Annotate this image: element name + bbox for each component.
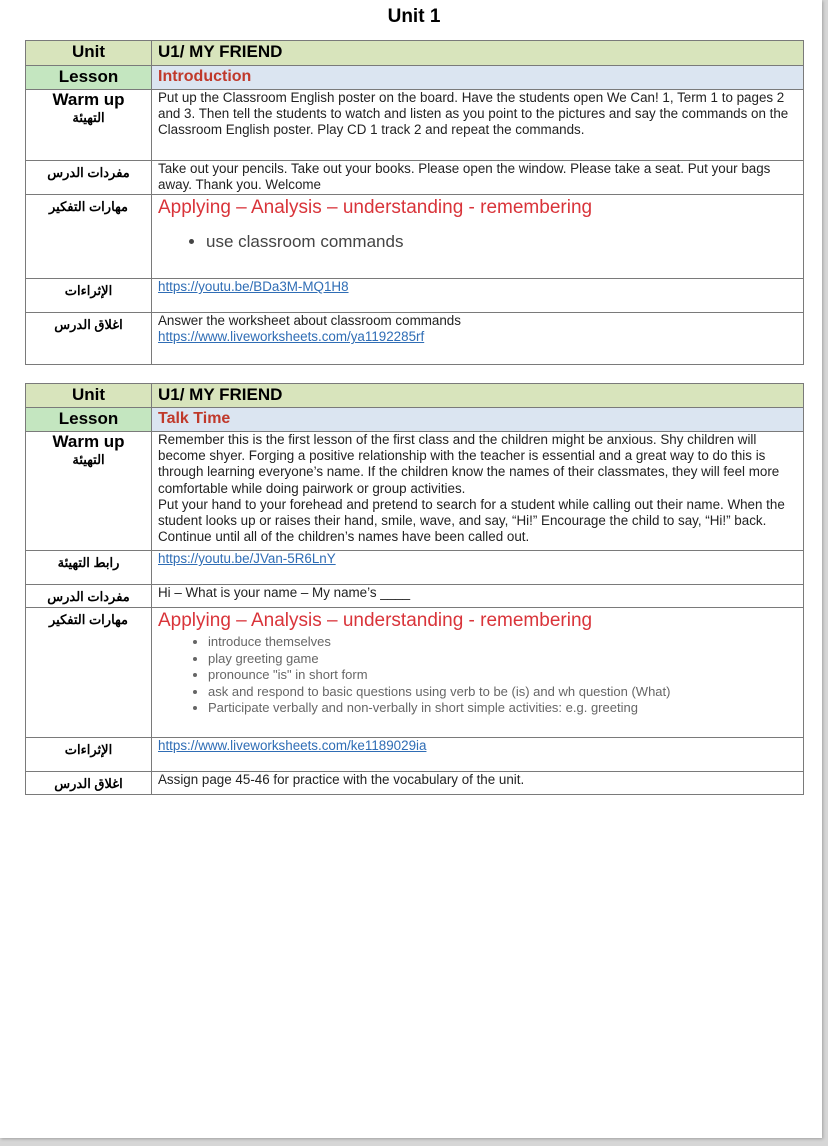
unit-row [26,41,804,66]
vocab-row [26,161,804,195]
enrichment-row [26,279,804,313]
warmup-paragraph-1: Remember this is the first lesson of the first class and the children might be anxious. Shy children will become shyer. Forging a positive relationship with the teacher is essential and a great way to do this is through learning everyone’s name. If the children know the names of their classmates, they will feel more comfortable while doing pairwork or group activities. [158,432,780,496]
lesson-plan-table-2 [25,383,804,795]
vocab-text: Hi – What is your name – My name’s ____ [152,585,804,608]
vocab-row [26,585,804,608]
skills-title: Applying – Analysis – understanding - remembering [158,197,593,218]
skills-item: • Participate verbally and non-verbally in short simple activities: e.g. greeting [208,700,797,717]
lesson-label: Lesson [26,66,152,90]
warmup-label [26,432,152,551]
warmup-label-en: Warm up [52,432,125,451]
closing-link[interactable]: https://www.liveworksheets.com/ya1192285rf [158,329,425,345]
skills-row [26,195,804,279]
warmup-paragraph-2: Put your hand to your forehead and pretend to search for a student while calling out their name. When the student looks up or raises their hand, smile, wave, and say, “Hi!” Encourage the child to say, “Hi!” back. Continue until all of the children’s names have been called out. [158,496,785,545]
unit-label: Unit [26,384,152,408]
closing-text: Answer the worksheet about classroom commands [158,313,461,328]
skills-label: مهارات التفكير [26,608,152,738]
skills-list [158,231,797,253]
enrichment-link[interactable]: https://youtu.be/BDa3M-MQ1H8 [158,279,349,294]
skills-row [26,608,804,738]
vocab-text: Take out your pencils. Take out your books. Please open the window. Please take a seat. Put your bags away. Thank you. Welcome [152,161,804,195]
unit-value: U1/ MY FRIEND [152,41,804,66]
warmup-link-label: رابط التهيئة [26,551,152,585]
warmup-label-ar: التهيئة [72,452,105,467]
closing-row [26,313,804,365]
closing-text: Assign page 45-46 for practice with the vocabulary of the unit. [152,772,804,795]
skills-cell [152,195,804,279]
lesson-value: Talk Time [152,408,804,432]
warmup-label [26,90,152,161]
skills-cell [152,608,804,738]
skills-item: • pronounce "is" in short form [208,667,797,684]
skills-list [158,634,797,717]
skills-label: مهارات التفكير [26,195,152,279]
vocab-label: مفردات الدرس [26,161,152,195]
skills-title: Applying – Analysis – understanding - remembering [158,610,593,631]
lesson-label: Lesson [26,408,152,432]
warmup-link[interactable]: https://youtu.be/JVan-5R6LnY [158,551,336,566]
warmup-text [152,432,804,551]
skills-item: • ask and respond to basic questions using verb to be (is) and wh question (What) [208,684,797,701]
enrichment-label: الإثراءات [26,738,152,772]
warmup-link-row [26,551,804,585]
unit-label: Unit [26,41,152,66]
enrichment-label: الإثراءات [26,279,152,313]
lesson-row [26,66,804,90]
unit-row [26,384,804,408]
closing-row [26,772,804,795]
lesson-value: Introduction [152,66,804,90]
lesson-row [26,408,804,432]
unit-value: U1/ MY FRIEND [152,384,804,408]
skills-item: • introduce themselves [208,634,797,651]
lesson-plan-table-1 [25,40,804,365]
vocab-label: مفردات الدرس [26,585,152,608]
warmup-label-en: Warm up [52,90,125,109]
enrichment-row [26,738,804,772]
warmup-row [26,90,804,161]
warmup-label-ar: التهيئة [72,110,105,125]
closing-label: اغلاق الدرس [26,313,152,365]
skills-item: • play greeting game [208,651,797,668]
warmup-text: Put up the Classroom English poster on the board. Have the students open We Can! 1, Term 1 to pages 2 and 3. Then tell the students to watch and listen as you point to the pictures and say the commands on the Classroom English poster. Play CD 1 track 2 and repeat the commands. [152,90,804,161]
enrichment-link[interactable]: https://www.liveworksheets.com/ke1189029ia [158,738,427,753]
skills-item: • use classroom commands [206,231,797,253]
page-title: Unit 1 [387,6,441,27]
closing-label: اغلاق الدرس [26,772,152,795]
warmup-row [26,432,804,551]
